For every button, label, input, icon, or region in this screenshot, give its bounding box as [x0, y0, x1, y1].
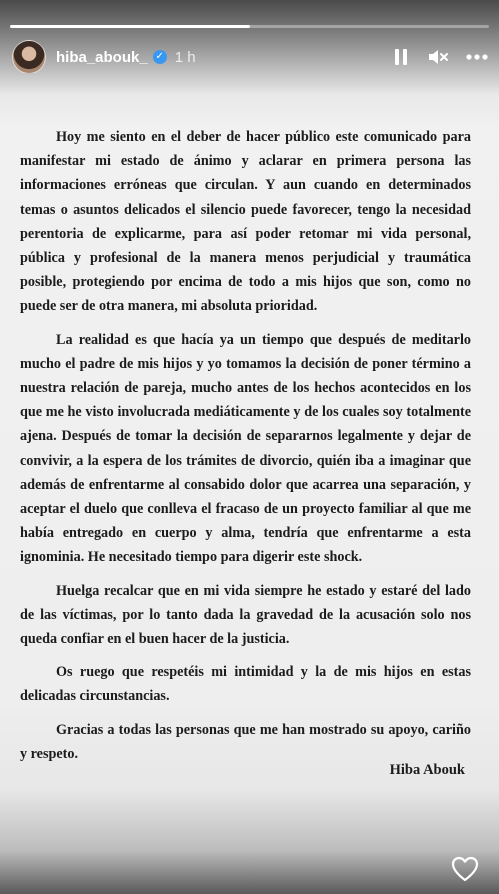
story-controls — [389, 45, 489, 69]
pause-button[interactable] — [389, 45, 413, 69]
story-progress-fill — [10, 25, 250, 28]
signature: Hiba Abouk — [389, 762, 465, 778]
story-progress-bar — [10, 25, 489, 28]
more-icon — [466, 54, 488, 60]
paragraph: Huelga recalcar que en mi vida siempre he estado y estaré del lado de las víctimas, por lo tanto dada la gravedad de la acusación solo nos queda confiar en el buen hacer de la justicia. — [20, 582, 471, 648]
username[interactable]: hiba_abouk_ — [56, 48, 148, 66]
avatar[interactable] — [12, 40, 46, 74]
mute-button[interactable] — [427, 45, 451, 69]
paragraph: La realidad es que hacía ya un tiempo que después de meditarlo mucho el padre de mis hijos y yo tomamos la decisión de poner término a nuestra relación de pareja, mucho antes de los hechos acontecidos en los que me he visto involucrada mediáticamente y de los cuales soy totalmente ajena. Después de tomar la decisión de separarnos legalmente y dejar de convivir, a la espera de los trámites de divorcio, quién iba a imaginar que además de enfrentarme al consabido dolor que acarrea una separación, y aceptar el duelo que conlleva el fracaso de un proyecto familiar al que me había entregado en cuerpo y alma, tendría que enfrentarme a esta ignominia. He necesitado tiempo para digerir este shock. — [20, 331, 471, 566]
verified-badge-icon: ✓ — [153, 50, 167, 64]
pause-icon — [393, 48, 409, 66]
heart-icon — [451, 856, 479, 882]
paragraph: Gracias a todas las personas que me han mostrado su apoyo, cariño y respeto. — [20, 721, 471, 762]
more-options-button[interactable] — [465, 45, 489, 69]
paragraph: Os ruego que respetéis mi intimidad y la de mis hijos en estas delicadas circunstancias. — [20, 664, 471, 705]
like-button[interactable] — [451, 856, 479, 882]
paragraph: Hoy me siento en el deber de hacer público este comunicado para manifestar mi estado de ánimo y aclarar en primera persona las informaciones erróneas que circulan. Y aun cuando en determinados temas o asuntos delicados el silencio puede favorecer, tengo la necesidad perentoria de explicarme, para así poder retomar mi vida personal, pública y profesional de la manera menos perjudicial y traumática posible, protegiendo por encima de todo a mis hijos que son, como no puede ser de otra manera, mi absoluta prioridad. — [20, 129, 471, 315]
statement-text — [20, 125, 471, 775]
speaker-muted-icon — [428, 48, 450, 66]
story-header — [12, 40, 489, 74]
post-time: 1 h — [174, 48, 196, 66]
